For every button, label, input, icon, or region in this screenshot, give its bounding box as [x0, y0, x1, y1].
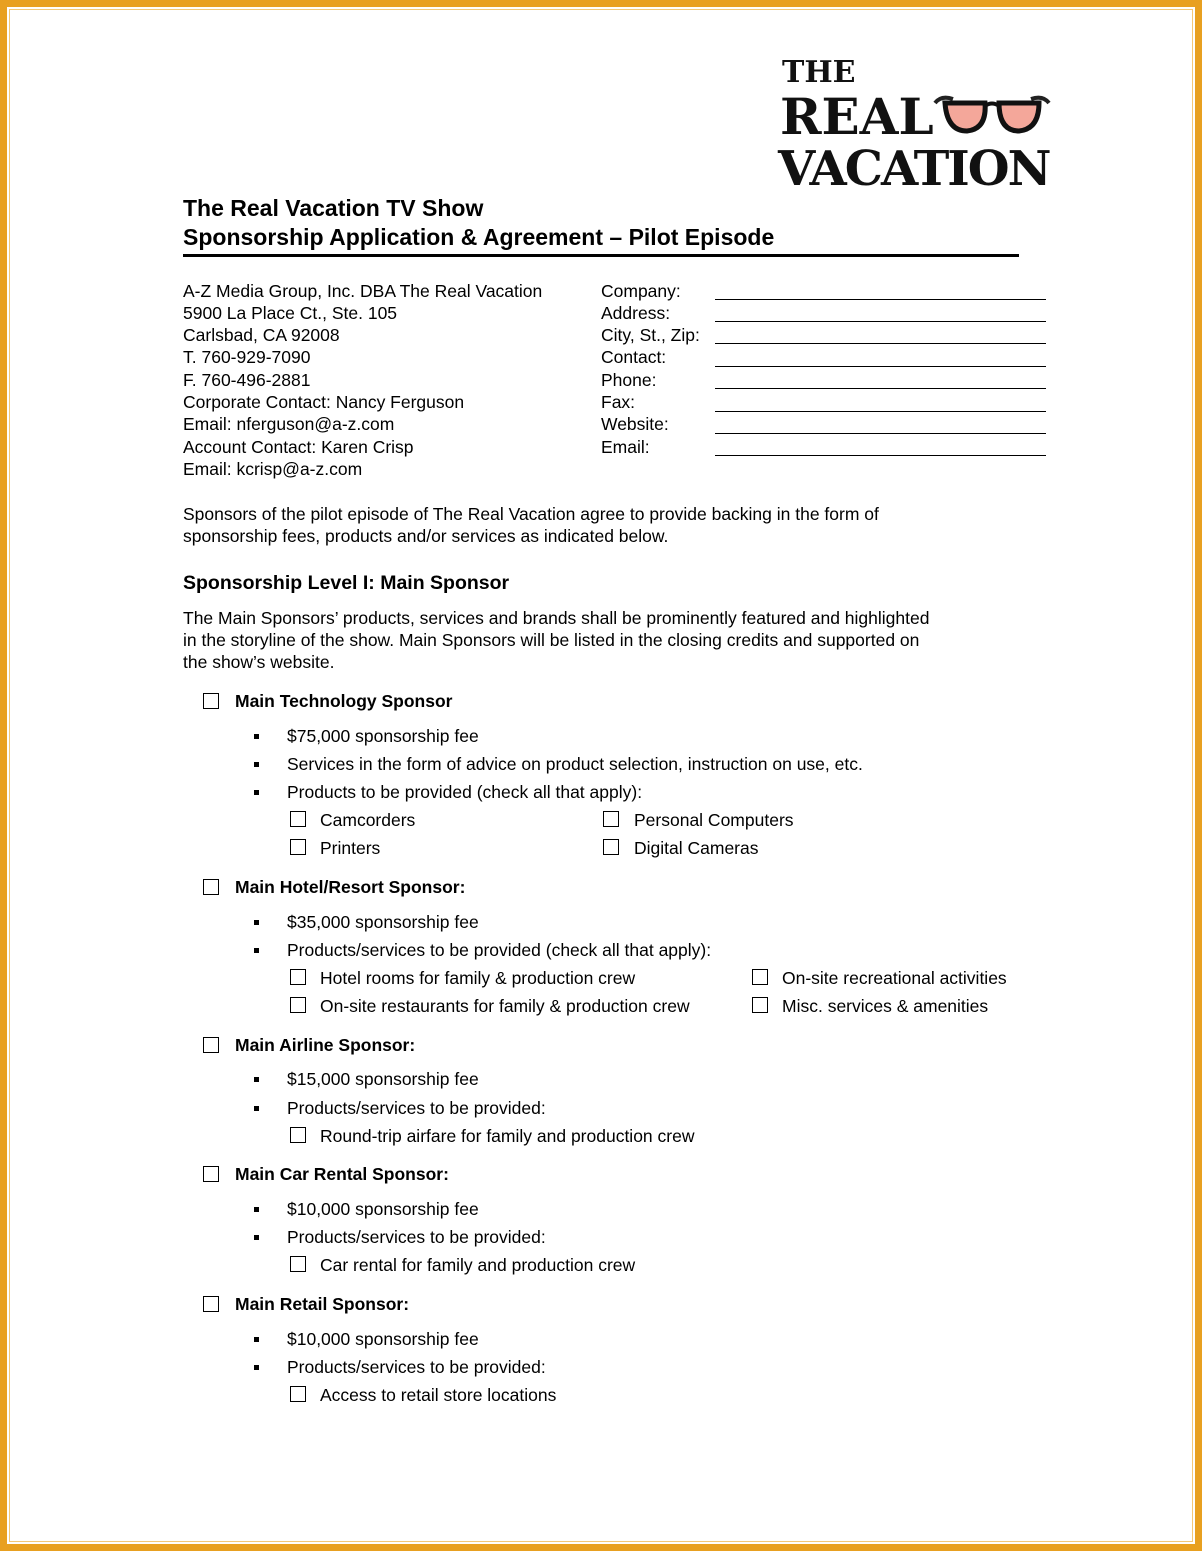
airline-sponsor-checkbox[interactable] [203, 1037, 219, 1053]
hotel-rooms-label: Hotel rooms for family & production crew [320, 968, 636, 988]
city-field[interactable] [715, 343, 1046, 344]
sunglasses-icon [933, 89, 1051, 141]
recreational-checkbox[interactable] [752, 969, 768, 985]
contact-field[interactable] [715, 366, 1046, 367]
recreational-label: On-site recreational activities [782, 968, 1007, 988]
email-field[interactable] [715, 455, 1046, 456]
city-label: City, St., Zip: [601, 325, 700, 345]
airline-sponsor-title: Main Airline Sponsor: [235, 1035, 416, 1055]
car-products: Products/services to be provided: [287, 1227, 546, 1247]
misc-services-label: Misc. services & amenities [782, 996, 989, 1016]
logo [778, 55, 1058, 200]
bullet-icon [254, 1365, 259, 1370]
hotel-sponsor-checkbox[interactable] [203, 879, 219, 895]
digital-cameras-checkbox[interactable] [603, 839, 619, 855]
tech-fee: $75,000 sponsorship fee [287, 726, 479, 746]
website-field[interactable] [715, 433, 1046, 434]
tech-services: Services in the form of advice on product selection, instruction on use, etc. [287, 754, 863, 774]
fax-field[interactable] [715, 411, 1046, 412]
car-rental-label: Car rental for family and production crew [320, 1255, 636, 1275]
org-city: Carlsbad, CA 92008 [183, 325, 340, 345]
bullet-icon [254, 1207, 259, 1212]
document-title: The Real Vacation TV Show [183, 195, 484, 221]
phone-label: Phone: [601, 370, 657, 390]
address-label: Address: [601, 303, 671, 323]
title-rule [183, 254, 1019, 257]
intro-line2: sponsorship fees, products and/or services as indicated below. [183, 526, 669, 546]
retail-access-label: Access to retail store locations [320, 1385, 557, 1405]
retail-access-checkbox[interactable] [290, 1386, 306, 1402]
bullet-icon [254, 948, 259, 953]
printers-checkbox[interactable] [290, 839, 306, 855]
restaurants-checkbox[interactable] [290, 997, 306, 1013]
digital-cameras-label: Digital Cameras [634, 838, 759, 858]
org-corporate-email: Email: nferguson@a-z.com [183, 414, 395, 434]
retail-sponsor-title: Main Retail Sponsor: [235, 1294, 410, 1314]
restaurants-label: On-site restaurants for family & production crew [320, 996, 690, 1016]
bullet-icon [254, 1106, 259, 1111]
org-name: A-Z Media Group, Inc. DBA The Real Vacation [183, 281, 543, 301]
hotel-fee: $35,000 sponsorship fee [287, 912, 479, 932]
tech-sponsor-checkbox[interactable] [203, 693, 219, 709]
email-label: Email: [601, 437, 650, 457]
logo-line1: THE [782, 55, 856, 90]
org-corporate-contact: Corporate Contact: Nancy Ferguson [183, 392, 465, 412]
printers-label: Printers [320, 838, 381, 858]
level1-desc2: in the storyline of the show. Main Sponsors will be listed in the closing credits and supported on [183, 630, 920, 650]
retail-sponsor-checkbox[interactable] [203, 1296, 219, 1312]
personal-computers-label: Personal Computers [634, 810, 794, 830]
fax-label: Fax: [601, 392, 636, 412]
level1-desc1: The Main Sponsors’ products, services and brands shall be prominently featured and highlighted [183, 608, 930, 628]
bullet-icon [254, 762, 259, 767]
car-fee: $10,000 sponsorship fee [287, 1199, 479, 1219]
airline-fee: $15,000 sponsorship fee [287, 1069, 479, 1089]
company-label: Company: [601, 281, 681, 301]
tech-products: Products to be provided (check all that apply): [287, 782, 643, 802]
retail-products: Products/services to be provided: [287, 1357, 546, 1377]
camcorders-label: Camcorders [320, 810, 416, 830]
level1-desc3: the show’s website. [183, 652, 335, 672]
bullet-icon [254, 1077, 259, 1082]
org-phone: T. 760-929-7090 [183, 347, 311, 367]
bullet-icon [254, 920, 259, 925]
org-address: 5900 La Place Ct., Ste. 105 [183, 303, 398, 323]
company-field[interactable] [715, 299, 1046, 300]
hotel-sponsor-title: Main Hotel/Resort Sponsor: [235, 877, 466, 897]
bullet-icon [254, 734, 259, 739]
car-sponsor-checkbox[interactable] [203, 1166, 219, 1182]
phone-field[interactable] [715, 388, 1046, 389]
website-label: Website: [601, 414, 669, 434]
org-fax: F. 760-496-2881 [183, 370, 311, 390]
hotel-rooms-checkbox[interactable] [290, 969, 306, 985]
intro-line1: Sponsors of the pilot episode of The Real Vacation agree to provide backing in the form of [183, 504, 879, 524]
airfare-checkbox[interactable] [290, 1127, 306, 1143]
airfare-label: Round-trip airfare for family and production crew [320, 1126, 695, 1146]
logo-line2: REAL [780, 87, 934, 146]
bullet-icon [254, 790, 259, 795]
bullet-icon [254, 1337, 259, 1342]
car-sponsor-title: Main Car Rental Sponsor: [235, 1164, 449, 1184]
org-account-email: Email: kcrisp@a-z.com [183, 459, 363, 479]
tech-sponsor-title: Main Technology Sponsor [235, 691, 453, 711]
airline-products: Products/services to be provided: [287, 1098, 546, 1118]
retail-fee: $10,000 sponsorship fee [287, 1329, 479, 1349]
document-subtitle: Sponsorship Application & Agreement – Pilot Episode [183, 224, 775, 250]
contact-label: Contact: [601, 347, 667, 367]
camcorders-checkbox[interactable] [290, 811, 306, 827]
level1-heading: Sponsorship Level I: Main Sponsor [183, 572, 510, 594]
personal-computers-checkbox[interactable] [603, 811, 619, 827]
bullet-icon [254, 1235, 259, 1240]
car-rental-checkbox[interactable] [290, 1256, 306, 1272]
org-account-contact: Account Contact: Karen Crisp [183, 437, 414, 457]
logo-line3: VACATION [778, 141, 1050, 197]
address-field[interactable] [715, 321, 1046, 322]
misc-services-checkbox[interactable] [752, 997, 768, 1013]
hotel-products: Products/services to be provided (check all that apply): [287, 940, 712, 960]
